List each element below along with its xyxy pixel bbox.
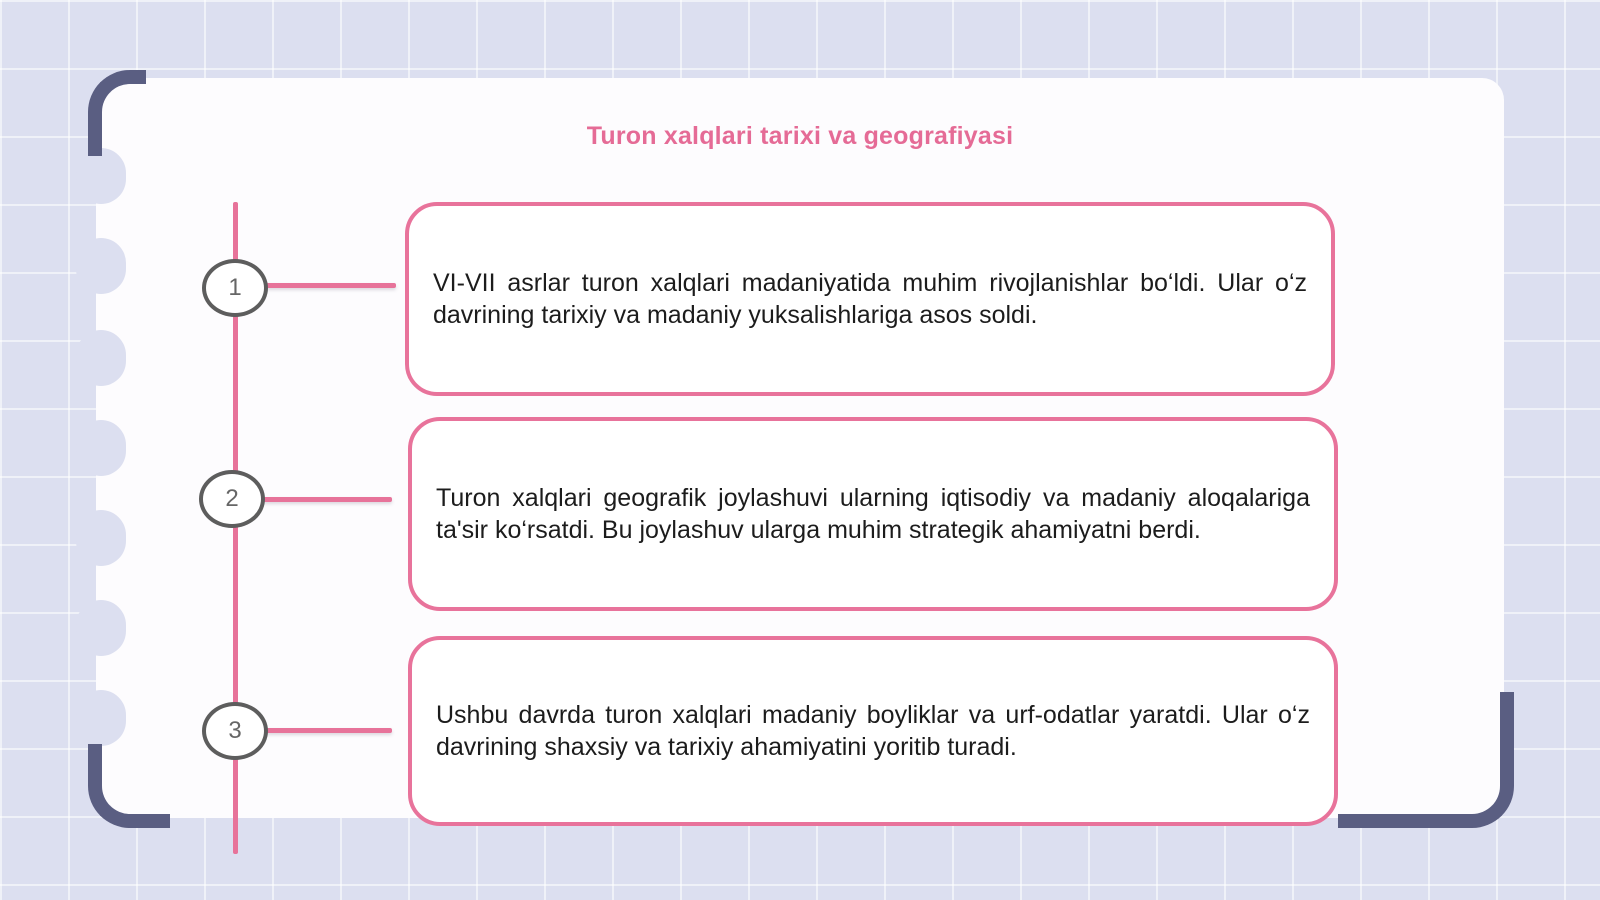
timeline-card-1	[405, 202, 1335, 396]
timeline-connector	[262, 497, 392, 502]
timeline-card-3	[408, 636, 1338, 826]
sheet-notch	[76, 238, 126, 294]
timeline-marker-1: 1	[202, 259, 268, 317]
corner-bracket-bottom-right	[1338, 692, 1514, 828]
corner-bracket-bottom-left	[88, 744, 170, 828]
timeline-marker-3: 3	[202, 702, 268, 760]
timeline-marker-2: 2	[199, 470, 265, 528]
sheet-notch	[76, 690, 126, 746]
timeline-connector	[266, 728, 392, 733]
sheet-notch	[76, 510, 126, 566]
page-title: Turon xalqlari tarixi va geografiyasi	[586, 122, 1014, 150]
timeline-card-text: Turon xalqlari geografik joylashuvi ularning iqtisodiy va madaniy aloqalariga ta'sir ko‘rsatdi. Bu joylashuv ularga muhim strategik ahamiyatni berdi.	[436, 484, 1310, 544]
sheet-notch	[76, 420, 126, 476]
timeline-card-2	[408, 417, 1338, 611]
timeline-card-text: Ushbu davrda turon xalqlari madaniy boyliklar va urf-odatlar yaratdi. Ular o‘z davrining shaxsiy va tarixiy ahamiyatini yoritib turadi.	[436, 701, 1310, 761]
timeline-connector	[266, 283, 396, 288]
timeline-card-text: VI-VII asrlar turon xalqlari madaniyatida muhim rivojlanishlar bo‘ldi. Ular o‘z davrining tarixiy va madaniy yuksalishlariga asos soldi.	[433, 269, 1307, 329]
sheet-notch	[76, 330, 126, 386]
sheet-notch	[76, 148, 126, 204]
sheet-notch	[76, 600, 126, 656]
